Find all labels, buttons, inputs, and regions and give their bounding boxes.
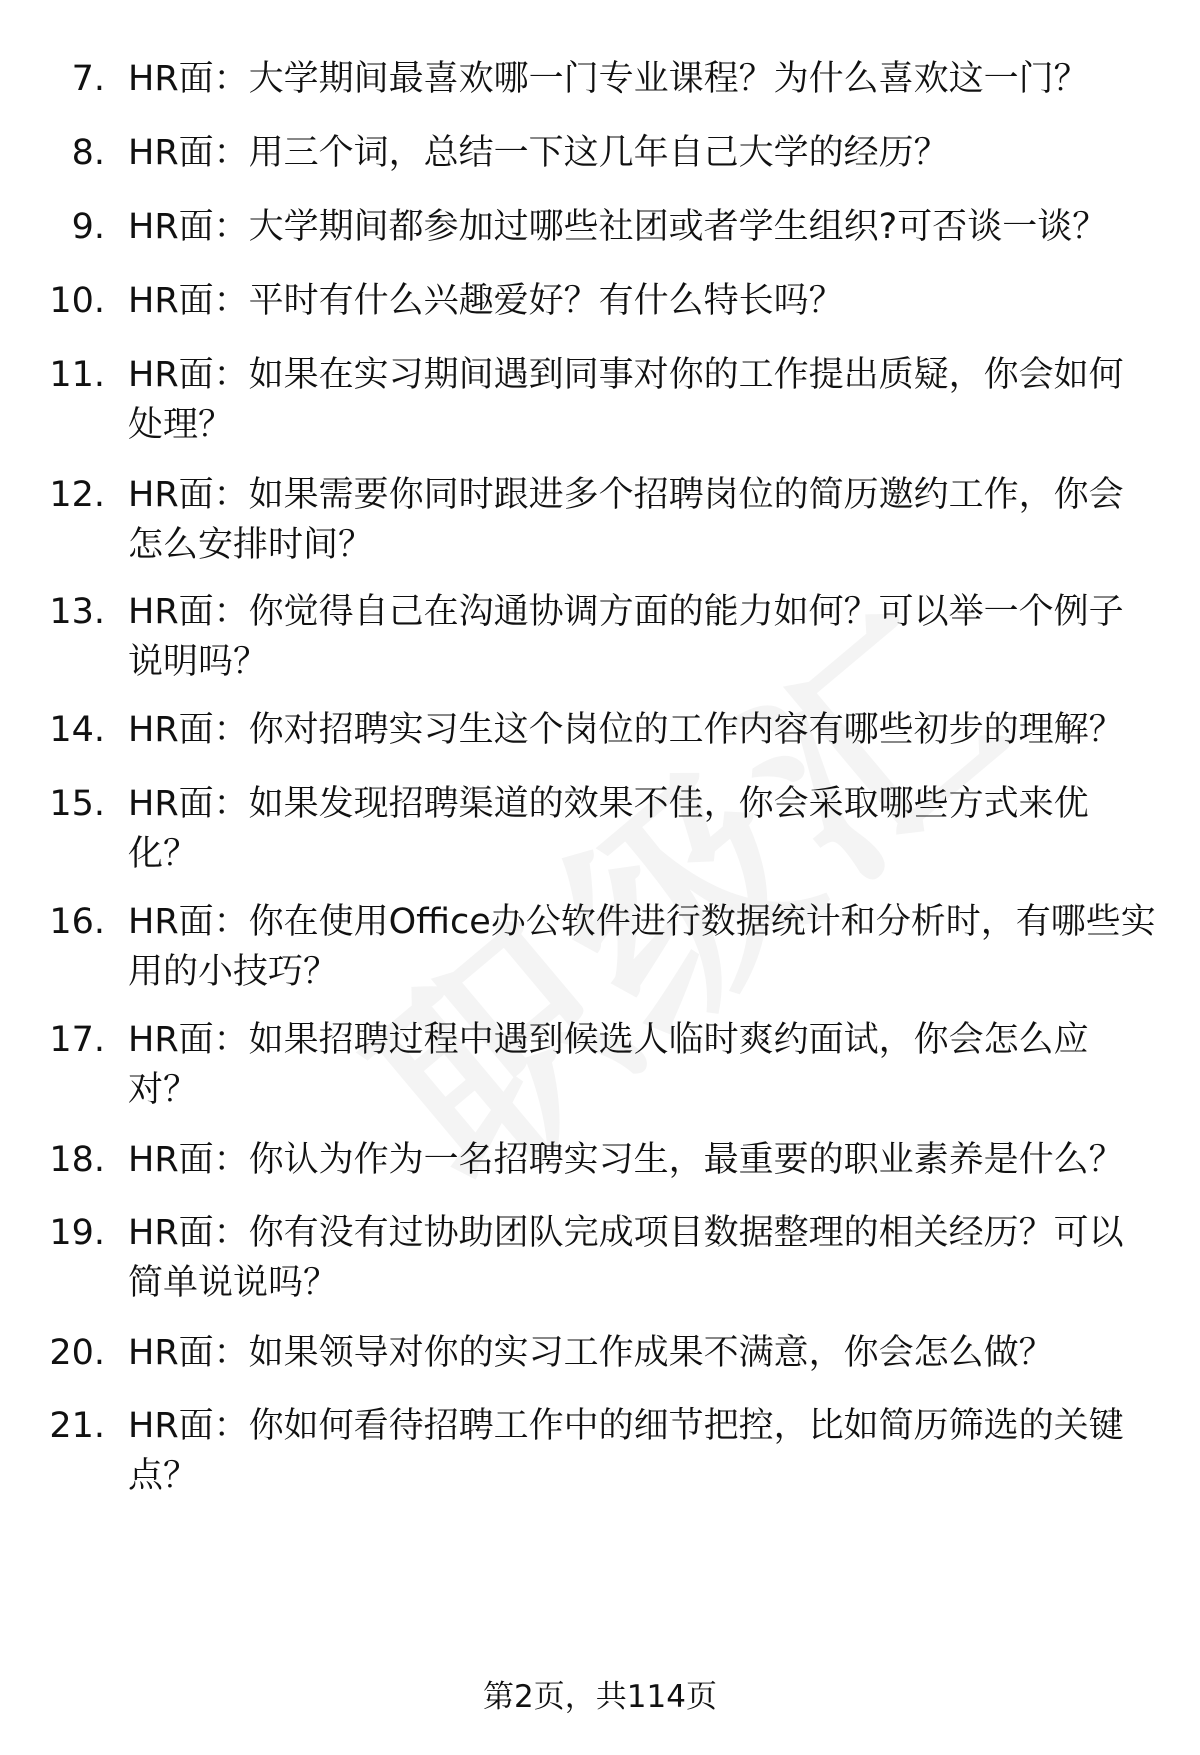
list-item: [0, 1015, 1200, 1125]
list-item: [0, 897, 1200, 1007]
list-item: [0, 779, 1200, 889]
question-text: HR面：如果发现招聘渠道的效果不佳，你会采取哪些方式来优化？: [128, 784, 1089, 874]
question-text: HR面：你对招聘实习生这个岗位的工作内容有哪些初步的理解？: [128, 710, 1124, 750]
list-item: [0, 1208, 1200, 1318]
question-text: HR面：用三个词，总结一下这几年自己大学的经历？: [128, 133, 949, 173]
question-text: HR面：如果在实习期间遇到同事对你的工作提出质疑，你会如何处理？: [128, 355, 1124, 445]
question-number: 15.: [49, 784, 105, 824]
question-text: HR面：如果招聘过程中遇到候选人临时爽约面试，你会怎么应对？: [128, 1020, 1089, 1110]
question-number: 18.: [49, 1140, 105, 1180]
list-item: [0, 350, 1200, 460]
question-number: 21.: [49, 1406, 105, 1446]
question-number: 16.: [49, 902, 105, 942]
question-number: 9.: [71, 207, 105, 247]
question-number: 13.: [49, 592, 105, 632]
list-item: [0, 470, 1200, 580]
question-number: 19.: [49, 1213, 105, 1253]
question-text: HR面：你在使用Office办公软件进行数据统计和分析时，有哪些实用的小技巧？: [128, 902, 1156, 992]
question-text: HR面：你认为作为一名招聘实习生，最重要的职业素养是什么？: [128, 1140, 1124, 1180]
question-number: 14.: [49, 710, 105, 750]
question-text: HR面：大学期间最喜欢哪一门专业课程？为什么喜欢这一门？: [128, 59, 1089, 99]
page-footer: 第2页，共114页: [483, 1679, 717, 1715]
question-text: HR面：大学期间都参加过哪些社团或者学生组织?可否谈一谈？: [128, 207, 1108, 247]
question-text: HR面：如果领导对你的实习工作成果不满意，你会怎么做？: [128, 1333, 1054, 1373]
question-number: 7.: [71, 59, 105, 99]
list-item: [0, 1401, 1200, 1511]
question-number: 12.: [49, 475, 105, 515]
question-text: HR面：你如何看待招聘工作中的细节把控，比如简历筛选的关键点？: [128, 1406, 1124, 1496]
question-text: HR面：你觉得自己在沟通协调方面的能力如何？可以举一个例子说明吗？: [128, 592, 1124, 682]
question-number: 11.: [49, 355, 105, 395]
question-text: HR面：平时有什么兴趣爱好？有什么特长吗？: [128, 281, 844, 321]
list-item: [0, 587, 1200, 697]
question-number: 20.: [49, 1333, 105, 1373]
question-text: HR面：你有没有过协助团队完成项目数据整理的相关经历？可以简单说说吗？: [128, 1213, 1124, 1303]
question-number: 17.: [49, 1020, 105, 1060]
question-number: 8.: [71, 133, 105, 173]
question-text: HR面：如果需要你同时跟进多个招聘岗位的简历邀约工作，你会怎么安排时间？: [128, 475, 1124, 565]
question-number: 10.: [49, 281, 105, 321]
